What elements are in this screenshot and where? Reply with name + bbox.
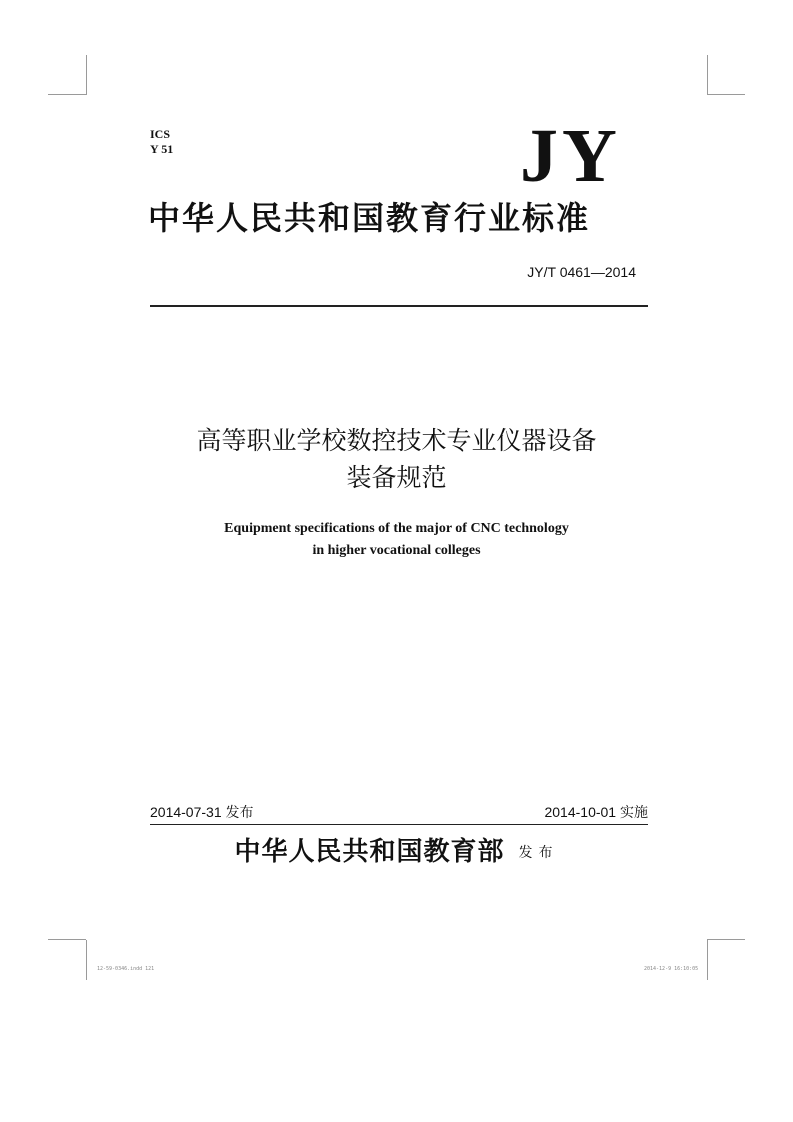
document-title-en (0, 518, 793, 562)
ics-block (150, 127, 173, 157)
title-cn-line2: 装备规范 (346, 463, 447, 492)
header-divider (150, 305, 648, 307)
document-title-cn (0, 422, 793, 496)
crop-mark-bottom-right-v (707, 940, 708, 980)
publisher-line (0, 835, 793, 869)
crop-mark-top-left-v (86, 55, 87, 95)
crop-mark-top-right-h (707, 94, 745, 95)
crop-mark-top-right-v (707, 55, 708, 95)
crop-mark-bottom-left-v (86, 940, 87, 980)
publisher-name: 中华人民共和国教育部 (234, 837, 505, 867)
ics-label: ICS (150, 127, 171, 141)
title-en-line2: in higher vocational colleges (312, 543, 481, 558)
crop-mark-bottom-right-h (707, 939, 745, 940)
publisher-suffix: 发布 (518, 845, 559, 861)
issue-date: 2014-07-31 发布 (150, 804, 254, 820)
title-cn-line1: 高等职业学校数控技术专业仪器设备 (196, 426, 597, 455)
crop-mark-bottom-left-h (48, 939, 86, 940)
jy-logo: JY (520, 114, 621, 198)
crop-mark-top-left-h (48, 94, 86, 95)
classification-code: Y 51 (150, 142, 174, 156)
print-note-right: 2014-12-9 16:10:05 (644, 966, 699, 972)
implementation-date: 2014-10-01 实施 (544, 804, 648, 820)
standard-title: 中华人民共和国教育行业标准 (148, 199, 591, 237)
standard-number: JY/T 0461—2014 (527, 264, 636, 280)
footer-divider (150, 824, 648, 825)
print-note-left: 12-59-0346.indd 121 (97, 966, 155, 972)
title-en-line1: Equipment specifications of the major of CNC technology (224, 521, 569, 536)
